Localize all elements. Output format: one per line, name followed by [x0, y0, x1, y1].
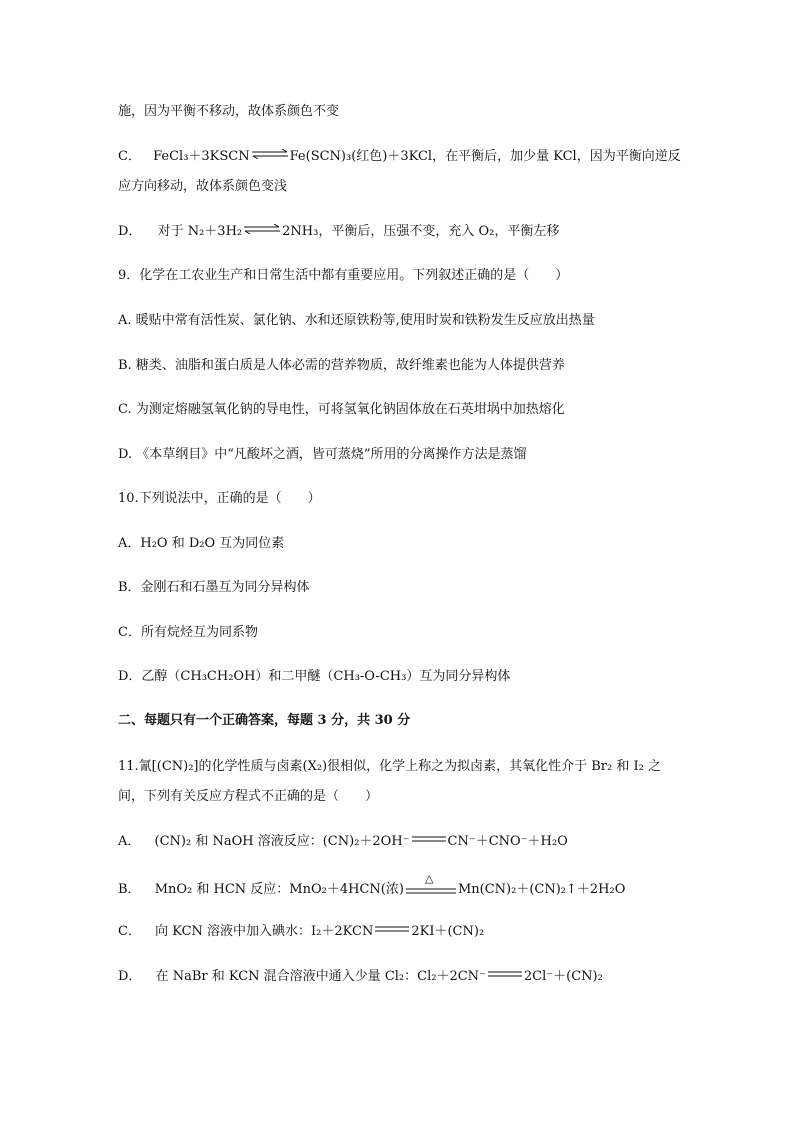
question-11-option-b [118, 872, 626, 897]
option-8c-continuation [118, 177, 287, 197]
equation-right: 2KI＋(CN)₂ [411, 924, 485, 939]
equation-right: Fe(SCN)₃(红色)＋3KCl，在平衡后，加少量 KCl，因为平衡向逆反 [289, 149, 681, 164]
question-10-option-d: D．乙醇（CH₃CH₂OH）和二甲醚（CH₃-O-CH₃）互为同分异构体 [118, 669, 511, 684]
heating-equals-icon [406, 872, 456, 895]
continuation-text: 施，因为平衡不移动，故体系颜色不变 [118, 104, 340, 119]
question-10-stem: 10.下列说法中，正确的是（ ） [118, 491, 321, 506]
equals-sign-icon [488, 970, 522, 978]
equation-right: 2Cl⁻＋(CN)₂ [523, 969, 603, 984]
equals-sign-icon [375, 925, 409, 933]
equilibrium-arrow-icon [243, 224, 281, 234]
question-10-option-a: A．H₂O 和 D₂O 互为同位素 [118, 536, 285, 551]
option-text: 对于 N₂＋3H₂ [157, 224, 243, 239]
text-line-continuation [118, 102, 339, 122]
option-label: D． [118, 969, 142, 984]
equation-right: CN⁻＋CNO⁻＋H₂O [447, 834, 568, 849]
question-9-option-a: A. 暖贴中常有活性炭、氯化钠、水和还原铁粉等,使用时炭和铁粉发生反应放出热量 [118, 313, 595, 328]
question-9-option-d: D. 《本草纲目》中“凡酸坏之酒，皆可蒸烧”所用的分离操作方法是蒸馏 [118, 447, 527, 462]
section-2-heading: 二、每题只有一个正确答案，每题 3 分，共 30 分 [118, 713, 411, 728]
equation-left: (CN)₂ 和 NaOH 溶液反应：(CN)₂＋2OH⁻ [154, 834, 410, 849]
option-8c [118, 147, 681, 167]
question-9-option-c: C. 为测定熔融氢氧化钠的导电性，可将氢氧化钠固体放在石英坩埚中加热熔化 [118, 402, 565, 417]
question-9-stem: 9．化学在工农业生产和日常生活中都有重要应用。下列叙述正确的是（ ） [118, 268, 569, 283]
question-9-option-b: B. 糖类、油脂和蛋白质是人体必需的营养物质，故纤维素也能为人体提供营养 [118, 358, 565, 373]
equals-sign-icon [412, 835, 446, 843]
equilibrium-arrow-icon [251, 149, 289, 159]
option-label: D． [118, 224, 142, 239]
option-label: A． [118, 834, 141, 849]
equation-left: FeCl₃＋3KSCN [153, 149, 250, 164]
equation-left: 向 KCN 溶液中加入碘水：I₂＋2KCN [155, 924, 374, 939]
option-label: B． [118, 882, 141, 897]
option-8d [118, 222, 559, 242]
question-11-option-a [118, 832, 568, 852]
equation-left: MnO₂ 和 HCN 反应：MnO₂＋4HCN(浓) [154, 882, 404, 897]
question-11-option-c [118, 922, 484, 942]
question-11-stem-line1: 11.氰[(CN)₂]的化学性质与卤素(X₂)很相似，化学上称之为拟卤素，其氧化性介于 Br₂ 和 I₂ 之 [118, 759, 661, 774]
option-text: 2NH₃，平衡后，压强不变，充入 O₂，平衡左移 [282, 224, 560, 239]
question-11-stem-line2: 间，下列有关反应方程式不正确的是（ ） [118, 789, 379, 804]
heat-symbol: △ [424, 872, 434, 885]
question-11-option-d [118, 967, 603, 987]
equation-right: Mn(CN)₂＋(CN)₂↑＋2H₂O [457, 882, 626, 897]
option-label: C． [118, 924, 141, 939]
question-10-option-c: C．所有烷烃互为同系物 [118, 625, 258, 640]
question-10-option-b: B．金刚石和石墨互为同分异构体 [118, 580, 310, 595]
continuation-text: 应方向移动，故体系颜色变浅 [118, 179, 288, 194]
option-label: C． [118, 149, 141, 164]
equation-left: 在 NaBr 和 KCN 混合溶液中通入少量 Cl₂：Cl₂＋2CN⁻ [155, 969, 486, 984]
